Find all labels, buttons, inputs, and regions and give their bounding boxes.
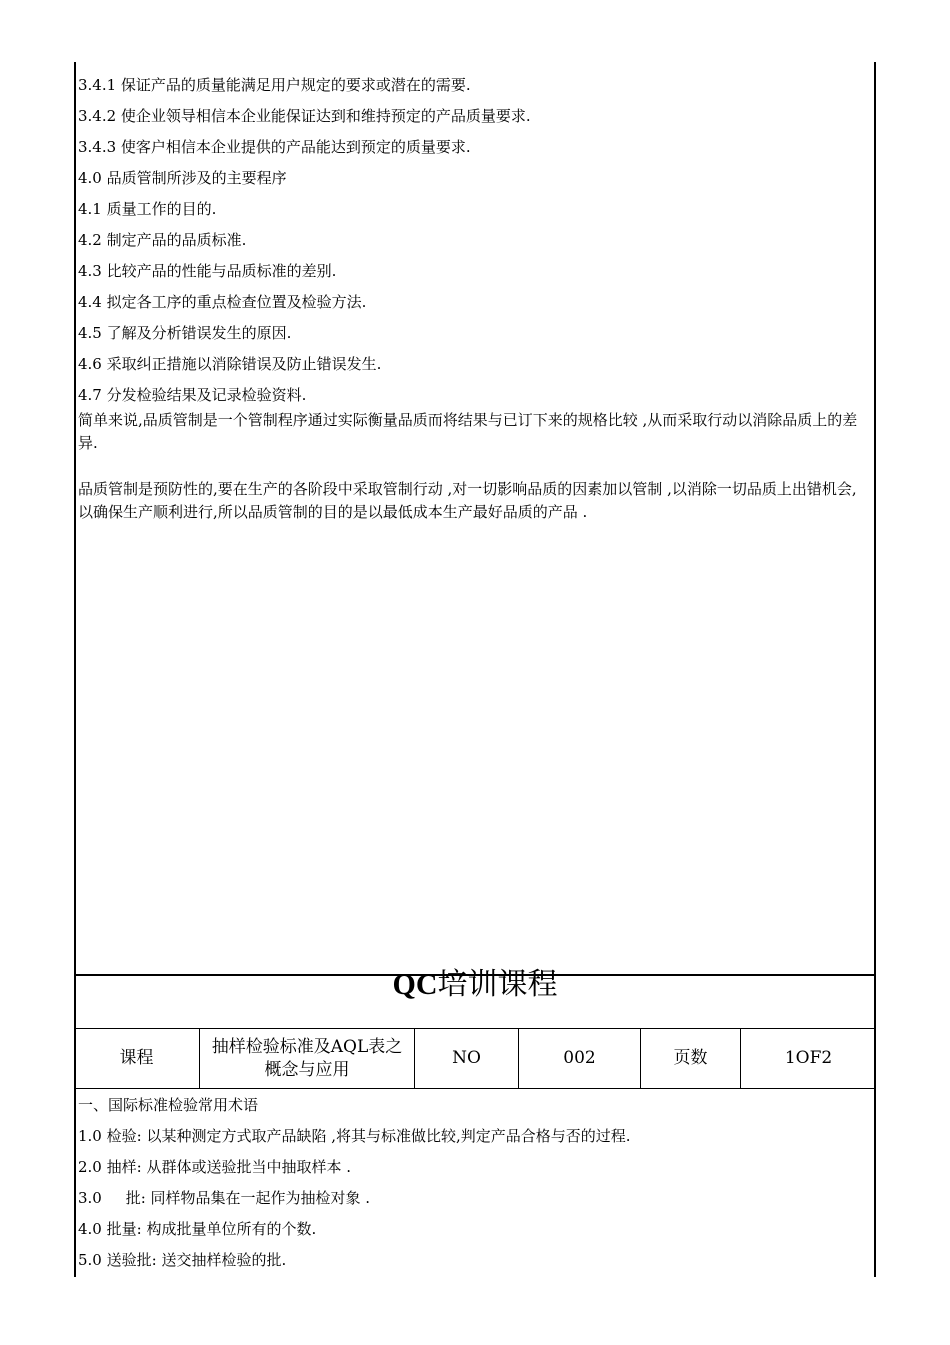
no-value: 002	[563, 1048, 596, 1068]
terms-text-block	[78, 1090, 870, 1276]
text-line: 3.4.1 保证产品的质量能满足用户规定的要求或潜在的需要.	[78, 76, 471, 94]
text-line: 4.7 分发检验结果及记录检验资料.	[78, 386, 307, 404]
course-name: 抽样检验标准及AQL表之概念与应用	[211, 1036, 403, 1080]
text-line: 3.4.3 使客户相信本企业提供的产品能达到预定的质量要求.	[78, 138, 471, 156]
pages-label-cell	[641, 1029, 741, 1088]
term-line: 5.0 送验批: 送交抽样检验的批.	[78, 1251, 287, 1269]
title-chinese: 培训课程	[437, 967, 558, 1002]
pages-value: 1OF2	[784, 1048, 833, 1068]
page-title	[76, 962, 874, 1008]
table-left-border	[74, 62, 76, 1277]
course-name-cell	[200, 1029, 415, 1088]
no-label-cell	[415, 1029, 519, 1088]
term-line: 4.0 批量: 构成批量单位所有的个数.	[78, 1220, 317, 1238]
prevention-paragraph: 品质管制是预防性的,要在生产的各阶段中采取管制行动 ,对一切影响品质的因素加以管制 ,以消除一切品质上出错机会,以确保生产顺利进行,所以品质管制的目的是以最低成本生产最好品质的产品 .	[78, 480, 857, 521]
text-line: 4.5 了解及分析错误发生的原因.	[78, 324, 292, 342]
no-label: NO	[452, 1048, 481, 1068]
text-line: 3.4.2 使企业领导相信本企业能保证达到和维持预定的产品质量要求.	[78, 107, 531, 125]
text-line: 4.4 拟定各工序的重点检查位置及检验方法.	[78, 293, 367, 311]
text-line: 4.3 比较产品的性能与品质标准的差别.	[78, 262, 337, 280]
text-line: 4.6 采取纠正措施以消除错误及防止错误发生.	[78, 355, 382, 373]
pages-label: 页数	[673, 1048, 708, 1068]
text-line: 4.0 品质管制所涉及的主要程序	[78, 169, 287, 187]
term-line: 2.0 抽样: 从群体或送验批当中抽取样本 .	[78, 1158, 351, 1176]
table-right-border	[874, 62, 876, 1277]
summary-paragraph: 简单来说,品质管制是一个管制程序通过实际衡量品质而将结果与已订下来的规格比较 ,从而采取行动以消除品质上的差异.	[78, 411, 858, 452]
course-label-cell	[74, 1029, 200, 1088]
row-bottom-border	[74, 1088, 876, 1089]
pages-value-cell	[741, 1029, 876, 1088]
text-line: 4.1 质量工作的目的.	[78, 200, 217, 218]
section-heading: 一、国际标准检验常用术语	[78, 1096, 259, 1114]
course-header-row	[74, 1029, 876, 1088]
title-latin: QC	[392, 968, 438, 1001]
course-label: 课程	[119, 1048, 154, 1068]
no-value-cell	[519, 1029, 641, 1088]
term-line: 3.0 批: 同样物品集在一起作为抽检对象 .	[78, 1189, 371, 1207]
term-line: 1.0 检验: 以某种测定方式取产品缺陷 ,将其与标准做比较,判定产品合格与否的过程.	[78, 1127, 631, 1145]
text-line: 4.2 制定产品的品质标准.	[78, 231, 247, 249]
top-text-block	[78, 70, 870, 411]
